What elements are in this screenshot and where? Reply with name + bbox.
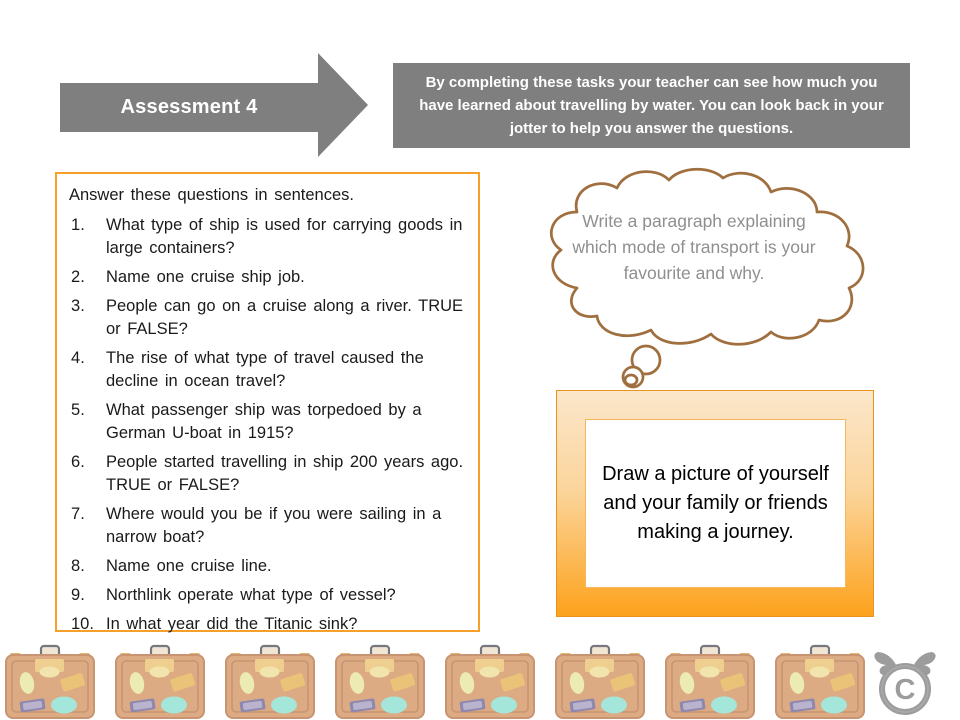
question-list — [69, 214, 466, 636]
assessment-arrow — [60, 53, 370, 158]
suitcase-icon — [554, 644, 646, 720]
thought-bubble — [525, 166, 890, 398]
draw-box — [556, 390, 874, 617]
suitcase-row — [0, 644, 960, 720]
question-item: What passenger ship was torpedoed by a German U-boat in 1915? — [106, 401, 422, 442]
svg-text:C: C — [894, 674, 916, 706]
draw-box-text: Draw a picture of yourself and your family or friends making a journey. — [602, 463, 829, 543]
suitcase-icon — [774, 644, 866, 720]
question-item: Name one cruise ship job. — [106, 268, 305, 286]
thought-bubble-text: Write a paragraph explaining which mode of transport is your favourite and why. — [572, 211, 816, 283]
suitcase-icon — [444, 644, 536, 720]
question-box — [55, 172, 480, 632]
question-item: Where would you be if you were sailing in a narrow boat? — [106, 505, 442, 546]
arrow-title: Assessment 4 — [120, 96, 258, 118]
suitcase-icon — [224, 644, 316, 720]
question-item: In what year did the Titanic sink? — [106, 615, 358, 633]
info-box — [393, 63, 910, 148]
questions-intro: Answer these questions in sentences. — [69, 186, 354, 204]
suitcase-icon — [4, 644, 96, 720]
question-item: What type of ship is used for carrying goods in large containers? — [106, 216, 463, 257]
suitcase-icon — [334, 644, 426, 720]
moose-copyright-icon — [866, 645, 944, 719]
question-item: The rise of what type of travel caused the decline in ocean travel? — [106, 349, 424, 390]
info-text: By completing these tasks your teacher can see how much you have learned about travelling by water. You can look back in your jotter to help you answer the questions. — [419, 74, 884, 137]
question-item: Name one cruise line. — [106, 557, 272, 575]
suitcase-icon — [664, 644, 756, 720]
question-item: Northlink operate what type of vessel? — [106, 586, 396, 604]
suitcase-icon — [114, 644, 206, 720]
draw-box-inner — [585, 419, 846, 588]
question-item: People can go on a cruise along a river. TRUE or FALSE? — [106, 297, 464, 338]
question-item: People started travelling in ship 200 years ago. TRUE or FALSE? — [106, 453, 464, 494]
